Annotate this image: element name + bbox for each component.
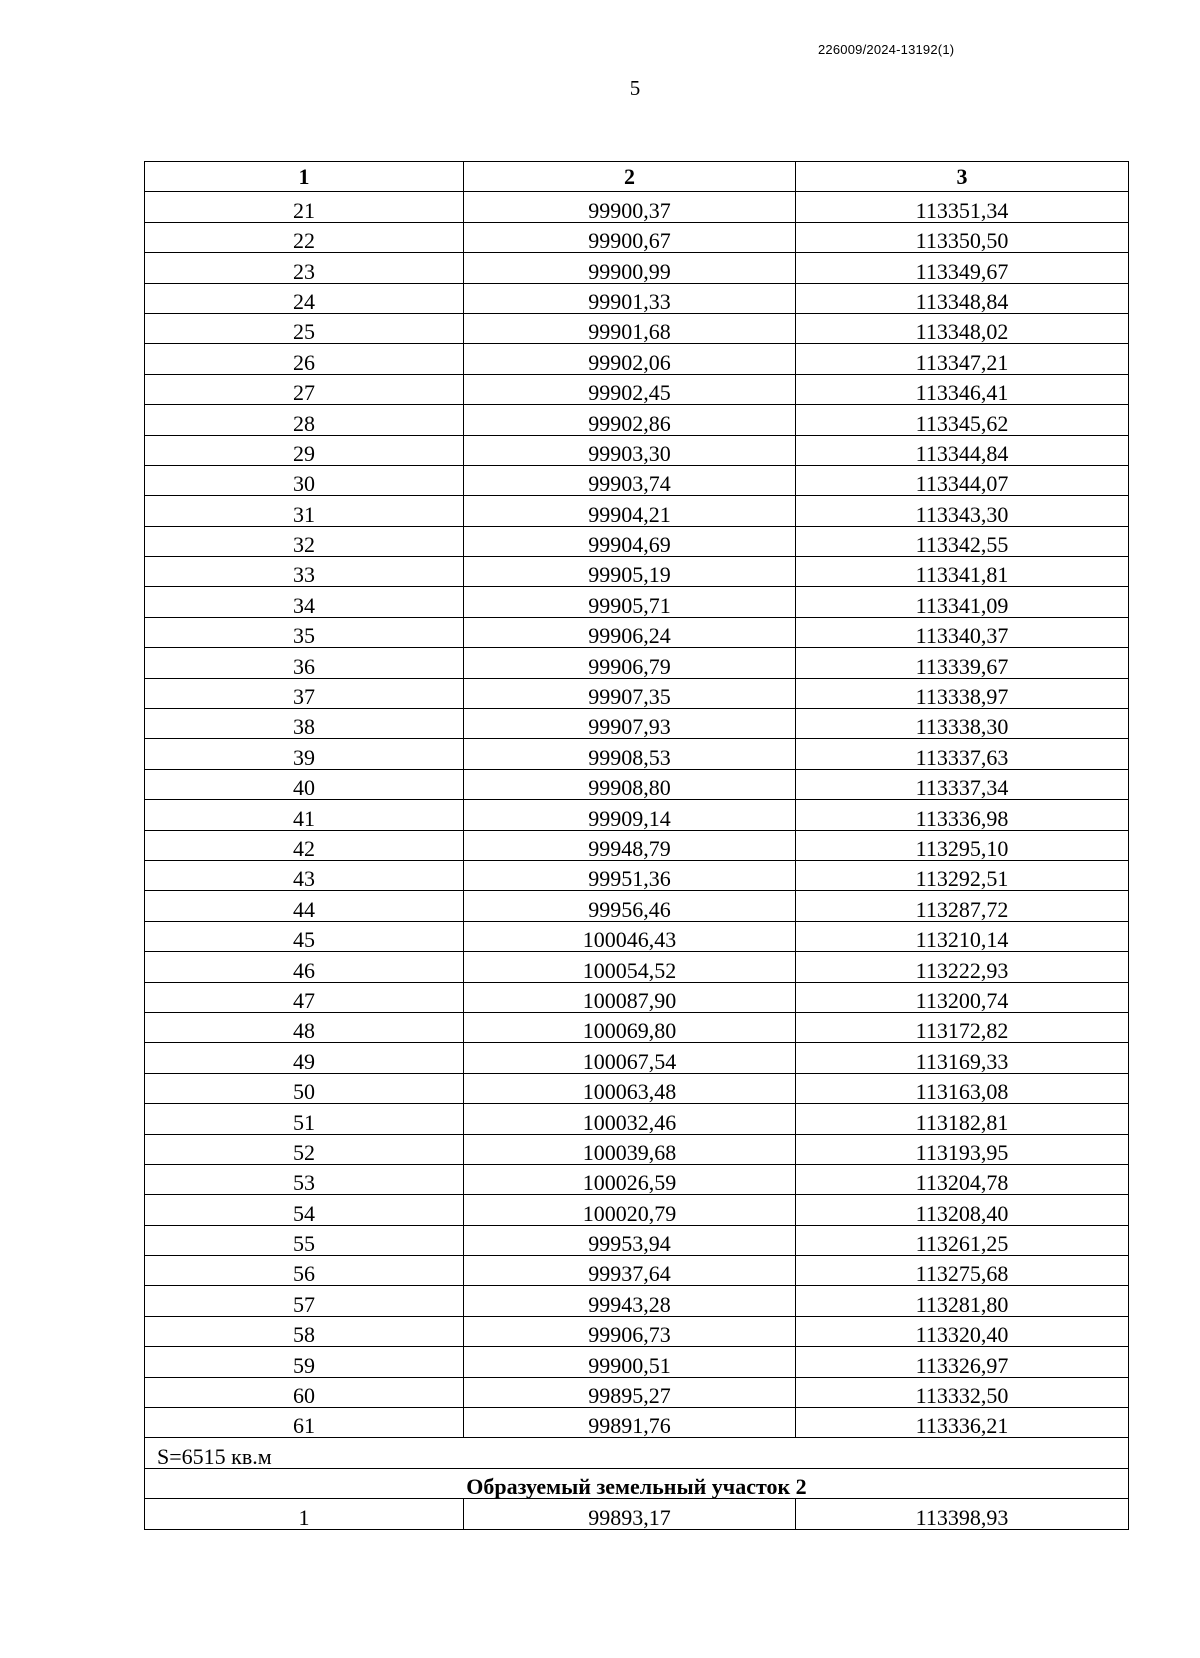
point-number-cell: 57	[145, 1286, 464, 1316]
table-header-row	[145, 162, 1129, 192]
x-coordinate-cell: 100026,59	[464, 1164, 796, 1194]
x-coordinate-cell: 99907,35	[464, 678, 796, 708]
point-number-cell: 23	[145, 253, 464, 283]
point-number-cell: 61	[145, 1408, 464, 1438]
x-coordinate-cell: 99900,67	[464, 222, 796, 252]
column-header: 1	[145, 162, 464, 192]
x-coordinate-cell: 100087,90	[464, 982, 796, 1012]
table-row	[145, 952, 1129, 982]
y-coordinate-cell: 113169,33	[796, 1043, 1129, 1073]
x-coordinate-cell: 99903,74	[464, 465, 796, 495]
point-number-cell: 41	[145, 800, 464, 830]
x-coordinate-cell: 99901,33	[464, 283, 796, 313]
y-coordinate-cell: 113326,97	[796, 1347, 1129, 1377]
point-number-cell: 40	[145, 769, 464, 799]
point-number-cell: 36	[145, 648, 464, 678]
table-row	[145, 648, 1129, 678]
table-row	[145, 1408, 1129, 1438]
y-coordinate-cell: 113200,74	[796, 982, 1129, 1012]
x-coordinate-cell: 99943,28	[464, 1286, 796, 1316]
table-row	[145, 253, 1129, 283]
x-coordinate-cell: 99900,51	[464, 1347, 796, 1377]
y-coordinate-cell: 113342,55	[796, 526, 1129, 556]
point-number-cell: 51	[145, 1104, 464, 1134]
table-row	[145, 222, 1129, 252]
x-coordinate-cell: 99909,14	[464, 800, 796, 830]
point-number-cell: 38	[145, 709, 464, 739]
table-row	[145, 1316, 1129, 1346]
table-row	[145, 800, 1129, 830]
y-coordinate-cell: 113343,30	[796, 496, 1129, 526]
y-coordinate-cell: 113341,09	[796, 587, 1129, 617]
table-row	[145, 374, 1129, 404]
y-coordinate-cell: 113348,02	[796, 313, 1129, 343]
y-coordinate-cell: 113350,50	[796, 222, 1129, 252]
table-row	[145, 405, 1129, 435]
table-row	[145, 344, 1129, 374]
y-coordinate-cell: 113338,30	[796, 709, 1129, 739]
table-row	[145, 1164, 1129, 1194]
point-number-cell: 21	[145, 192, 464, 222]
x-coordinate-cell: 99902,06	[464, 344, 796, 374]
y-coordinate-cell: 113332,50	[796, 1377, 1129, 1407]
x-coordinate-cell: 99904,69	[464, 526, 796, 556]
y-coordinate-cell: 113182,81	[796, 1104, 1129, 1134]
table-row	[145, 1377, 1129, 1407]
y-coordinate-cell: 113336,98	[796, 800, 1129, 830]
x-coordinate-cell: 100063,48	[464, 1073, 796, 1103]
point-number-cell: 28	[145, 405, 464, 435]
section-title-row	[145, 1468, 1129, 1498]
table-row	[145, 1073, 1129, 1103]
y-coordinate-cell: 113163,08	[796, 1073, 1129, 1103]
y-coordinate-cell: 113287,72	[796, 891, 1129, 921]
point-number-cell: 52	[145, 1134, 464, 1164]
table-row	[145, 557, 1129, 587]
table-row	[145, 1104, 1129, 1134]
point-number-cell: 32	[145, 526, 464, 556]
point-number-cell: 35	[145, 617, 464, 647]
y-coordinate-cell: 113222,93	[796, 952, 1129, 982]
x-coordinate-cell: 100054,52	[464, 952, 796, 982]
table-row	[145, 496, 1129, 526]
column-header: 3	[796, 162, 1129, 192]
x-coordinate-cell: 99900,99	[464, 253, 796, 283]
y-coordinate-cell: 113336,21	[796, 1408, 1129, 1438]
table-row	[145, 1256, 1129, 1286]
table-row	[145, 678, 1129, 708]
y-coordinate-cell: 113339,67	[796, 648, 1129, 678]
table-row	[145, 769, 1129, 799]
point-number-cell: 34	[145, 587, 464, 617]
point-number-cell: 60	[145, 1377, 464, 1407]
point-number-cell: 25	[145, 313, 464, 343]
point-number-cell: 30	[145, 465, 464, 495]
y-coordinate-cell: 113193,95	[796, 1134, 1129, 1164]
table-row	[145, 283, 1129, 313]
y-coordinate-cell: 113398,93	[796, 1499, 1129, 1529]
table-row	[145, 587, 1129, 617]
x-coordinate-cell: 99951,36	[464, 860, 796, 890]
table-row	[145, 1499, 1129, 1529]
x-coordinate-cell: 99900,37	[464, 192, 796, 222]
table-row	[145, 860, 1129, 890]
table-row	[145, 830, 1129, 860]
x-coordinate-cell: 100046,43	[464, 921, 796, 951]
point-number-cell: 39	[145, 739, 464, 769]
x-coordinate-cell: 100032,46	[464, 1104, 796, 1134]
table-row	[145, 617, 1129, 647]
x-coordinate-cell: 99903,30	[464, 435, 796, 465]
x-coordinate-cell: 99908,53	[464, 739, 796, 769]
point-number-cell: 46	[145, 952, 464, 982]
table-row	[145, 313, 1129, 343]
point-number-cell: 29	[145, 435, 464, 465]
y-coordinate-cell: 113337,34	[796, 769, 1129, 799]
x-coordinate-cell: 100039,68	[464, 1134, 796, 1164]
y-coordinate-cell: 113337,63	[796, 739, 1129, 769]
y-coordinate-cell: 113210,14	[796, 921, 1129, 951]
point-number-cell: 58	[145, 1316, 464, 1346]
point-number-cell: 56	[145, 1256, 464, 1286]
point-number-cell: 48	[145, 1012, 464, 1042]
y-coordinate-cell: 113348,84	[796, 283, 1129, 313]
x-coordinate-cell: 99901,68	[464, 313, 796, 343]
x-coordinate-cell: 99937,64	[464, 1256, 796, 1286]
point-number-cell: 31	[145, 496, 464, 526]
x-coordinate-cell: 100020,79	[464, 1195, 796, 1225]
point-number-cell: 22	[145, 222, 464, 252]
table-row	[145, 1134, 1129, 1164]
table-row	[145, 1012, 1129, 1042]
point-number-cell: 26	[145, 344, 464, 374]
point-number-cell: 49	[145, 1043, 464, 1073]
table-row	[145, 1225, 1129, 1255]
table-row	[145, 891, 1129, 921]
y-coordinate-cell: 113281,80	[796, 1286, 1129, 1316]
table-row	[145, 1286, 1129, 1316]
section-title: Образуемый земельный участок 2	[145, 1468, 1129, 1498]
area-row	[145, 1438, 1129, 1468]
point-number-cell: 1	[145, 1499, 464, 1529]
page-number: 5	[629, 76, 641, 100]
table-row	[145, 921, 1129, 951]
point-number-cell: 54	[145, 1195, 464, 1225]
y-coordinate-cell: 113204,78	[796, 1164, 1129, 1194]
y-coordinate-cell: 113344,07	[796, 465, 1129, 495]
y-coordinate-cell: 113261,25	[796, 1225, 1129, 1255]
point-number-cell: 44	[145, 891, 464, 921]
point-number-cell: 43	[145, 860, 464, 890]
y-coordinate-cell: 113340,37	[796, 617, 1129, 647]
y-coordinate-cell: 113345,62	[796, 405, 1129, 435]
point-number-cell: 33	[145, 557, 464, 587]
y-coordinate-cell: 113344,84	[796, 435, 1129, 465]
y-coordinate-cell: 113349,67	[796, 253, 1129, 283]
x-coordinate-cell: 99956,46	[464, 891, 796, 921]
table-row	[145, 1195, 1129, 1225]
y-coordinate-cell: 113275,68	[796, 1256, 1129, 1286]
x-coordinate-cell: 100067,54	[464, 1043, 796, 1073]
x-coordinate-cell: 100069,80	[464, 1012, 796, 1042]
x-coordinate-cell: 99908,80	[464, 769, 796, 799]
point-number-cell: 42	[145, 830, 464, 860]
x-coordinate-cell: 99891,76	[464, 1408, 796, 1438]
table-row	[145, 1347, 1129, 1377]
y-coordinate-cell: 113292,51	[796, 860, 1129, 890]
coordinates-table	[144, 161, 1129, 1530]
table-body	[145, 192, 1129, 1529]
table-row	[145, 709, 1129, 739]
table-row	[145, 982, 1129, 1012]
table-row	[145, 465, 1129, 495]
point-number-cell: 37	[145, 678, 464, 708]
x-coordinate-cell: 99895,27	[464, 1377, 796, 1407]
y-coordinate-cell: 113351,34	[796, 192, 1129, 222]
x-coordinate-cell: 99904,21	[464, 496, 796, 526]
point-number-cell: 59	[145, 1347, 464, 1377]
point-number-cell: 47	[145, 982, 464, 1012]
point-number-cell: 55	[145, 1225, 464, 1255]
x-coordinate-cell: 99906,73	[464, 1316, 796, 1346]
y-coordinate-cell: 113172,82	[796, 1012, 1129, 1042]
x-coordinate-cell: 99906,24	[464, 617, 796, 647]
x-coordinate-cell: 99893,17	[464, 1499, 796, 1529]
y-coordinate-cell: 113338,97	[796, 678, 1129, 708]
y-coordinate-cell: 113320,40	[796, 1316, 1129, 1346]
point-number-cell: 24	[145, 283, 464, 313]
x-coordinate-cell: 99902,86	[464, 405, 796, 435]
document-number: 226009/2024-13192(1)	[818, 42, 955, 57]
y-coordinate-cell: 113346,41	[796, 374, 1129, 404]
x-coordinate-cell: 99948,79	[464, 830, 796, 860]
point-number-cell: 27	[145, 374, 464, 404]
table-row	[145, 1043, 1129, 1073]
table-row	[145, 526, 1129, 556]
point-number-cell: 45	[145, 921, 464, 951]
table-row	[145, 435, 1129, 465]
x-coordinate-cell: 99907,93	[464, 709, 796, 739]
x-coordinate-cell: 99906,79	[464, 648, 796, 678]
area-value: S=6515 кв.м	[145, 1438, 1129, 1468]
x-coordinate-cell: 99905,19	[464, 557, 796, 587]
x-coordinate-cell: 99953,94	[464, 1225, 796, 1255]
y-coordinate-cell: 113208,40	[796, 1195, 1129, 1225]
y-coordinate-cell: 113295,10	[796, 830, 1129, 860]
table-row	[145, 739, 1129, 769]
y-coordinate-cell: 113341,81	[796, 557, 1129, 587]
y-coordinate-cell: 113347,21	[796, 344, 1129, 374]
point-number-cell: 53	[145, 1164, 464, 1194]
x-coordinate-cell: 99905,71	[464, 587, 796, 617]
point-number-cell: 50	[145, 1073, 464, 1103]
x-coordinate-cell: 99902,45	[464, 374, 796, 404]
table-row	[145, 192, 1129, 222]
column-header: 2	[464, 162, 796, 192]
